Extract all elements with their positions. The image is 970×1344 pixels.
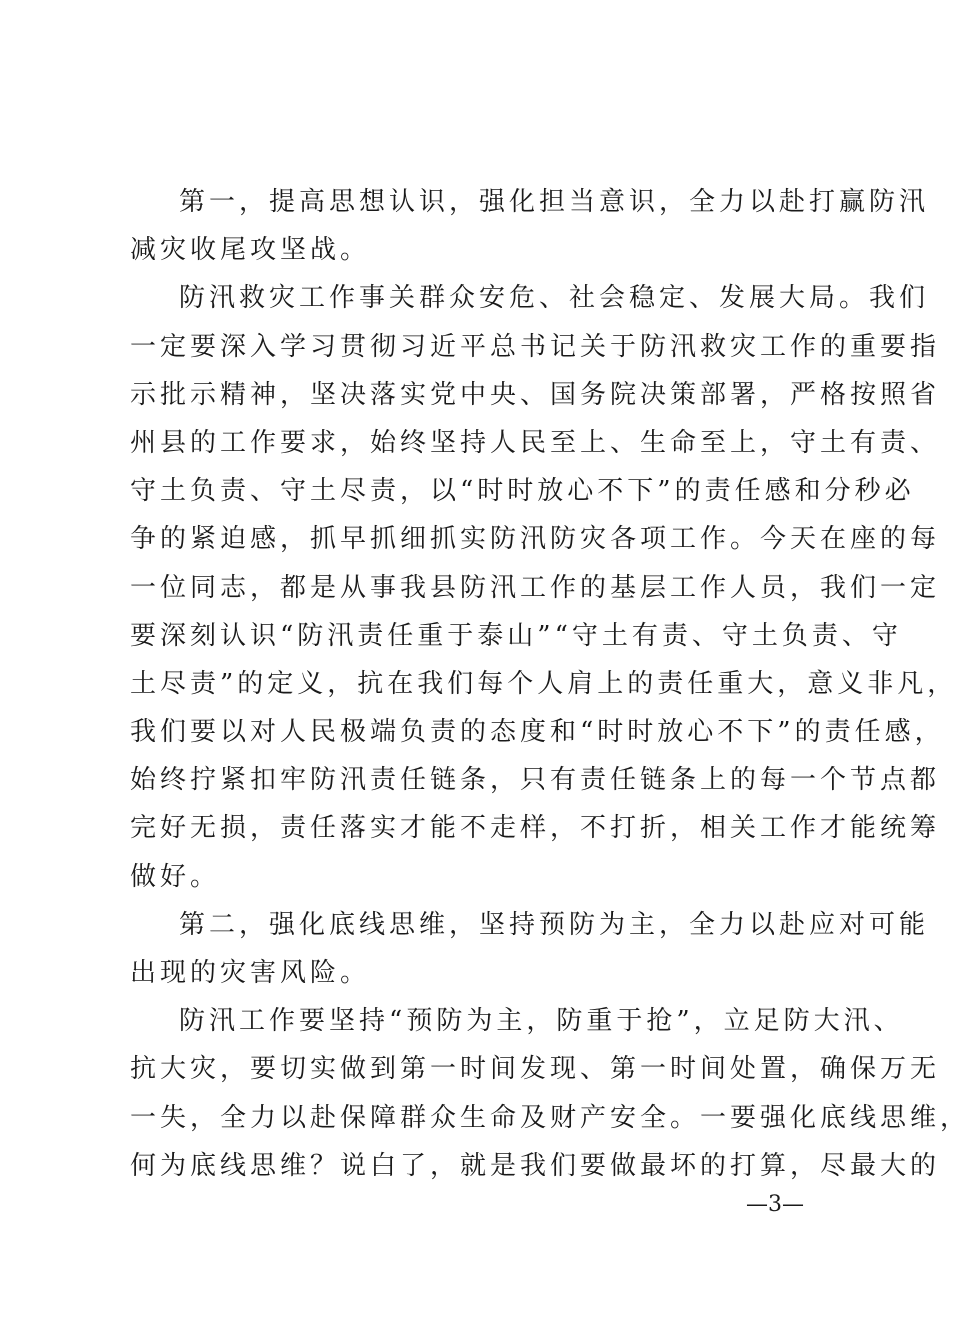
text-line: 抗大灾，要切实做到第一时间发现、第一时间处置，确保万无 xyxy=(130,1054,941,1085)
text-line: 要深刻认识“防汛责任重于泰山”“守土有责、守土负责、守 xyxy=(130,620,902,651)
text-line: 做好。 xyxy=(130,861,221,892)
text-line: 减灾收尾攻坚战。 xyxy=(130,235,371,266)
text-line: 完好无损，责任落实才能不走样，不打折，相关工作才能统筹 xyxy=(130,813,941,844)
page-number: —3— xyxy=(746,1192,804,1217)
text-line: 何为底线思维？说白了，就是我们要做最坏的打算，尽最大的 xyxy=(130,1150,941,1181)
text-line: 示批示精神，坚决落实党中央、国务院决策部署，严格按照省 xyxy=(130,379,941,410)
text-line: 第一，提高思想认识，强化担当意识，全力以赴打赢防汛 xyxy=(130,187,930,217)
text-line: 一失，全力以赴保障群众生命及财产安全。一要强化底线思维， xyxy=(130,1102,970,1133)
text-line: 土尽责”的定义，抗在我们每个人肩上的责任重大，意义非凡， xyxy=(130,668,958,699)
text-line: 出现的灾害风险。 xyxy=(130,958,371,988)
document-body xyxy=(130,178,970,1190)
text-line: 一位同志，都是从事我县防汛工作的基层工作人员，我们一定 xyxy=(130,572,941,603)
text-line: 守土负责、守土尽责，以“时时放心不下”的责任感和分秒必 xyxy=(130,476,915,507)
text-line: 防汛救灾工作事关群众安危、社会稳定、发展大局。我们 xyxy=(130,283,930,314)
text-line: 争的紧迫感，抓早抓细抓实防汛防灾各项工作。今天在座的每 xyxy=(130,524,941,555)
text-line: 州县的工作要求，始终坚持人民至上、生命至上，守土有责、 xyxy=(130,427,941,458)
text-line: 我们要以对人民极端负责的态度和“时时放心不下”的责任感， xyxy=(130,717,945,748)
text-line: 防汛工作要坚持“预防为主，防重于抢”，立足防大汛、 xyxy=(130,1006,904,1037)
text-line: 第二，强化底线思维，坚持预防为主，全力以赴应对可能 xyxy=(130,909,930,940)
text-line: 一定要深入学习贯彻习近平总书记关于防汛救灾工作的重要指 xyxy=(130,331,941,362)
text-line: 始终拧紧扣牢防汛责任链条，只有责任链条上的每一个节点都 xyxy=(130,765,941,796)
